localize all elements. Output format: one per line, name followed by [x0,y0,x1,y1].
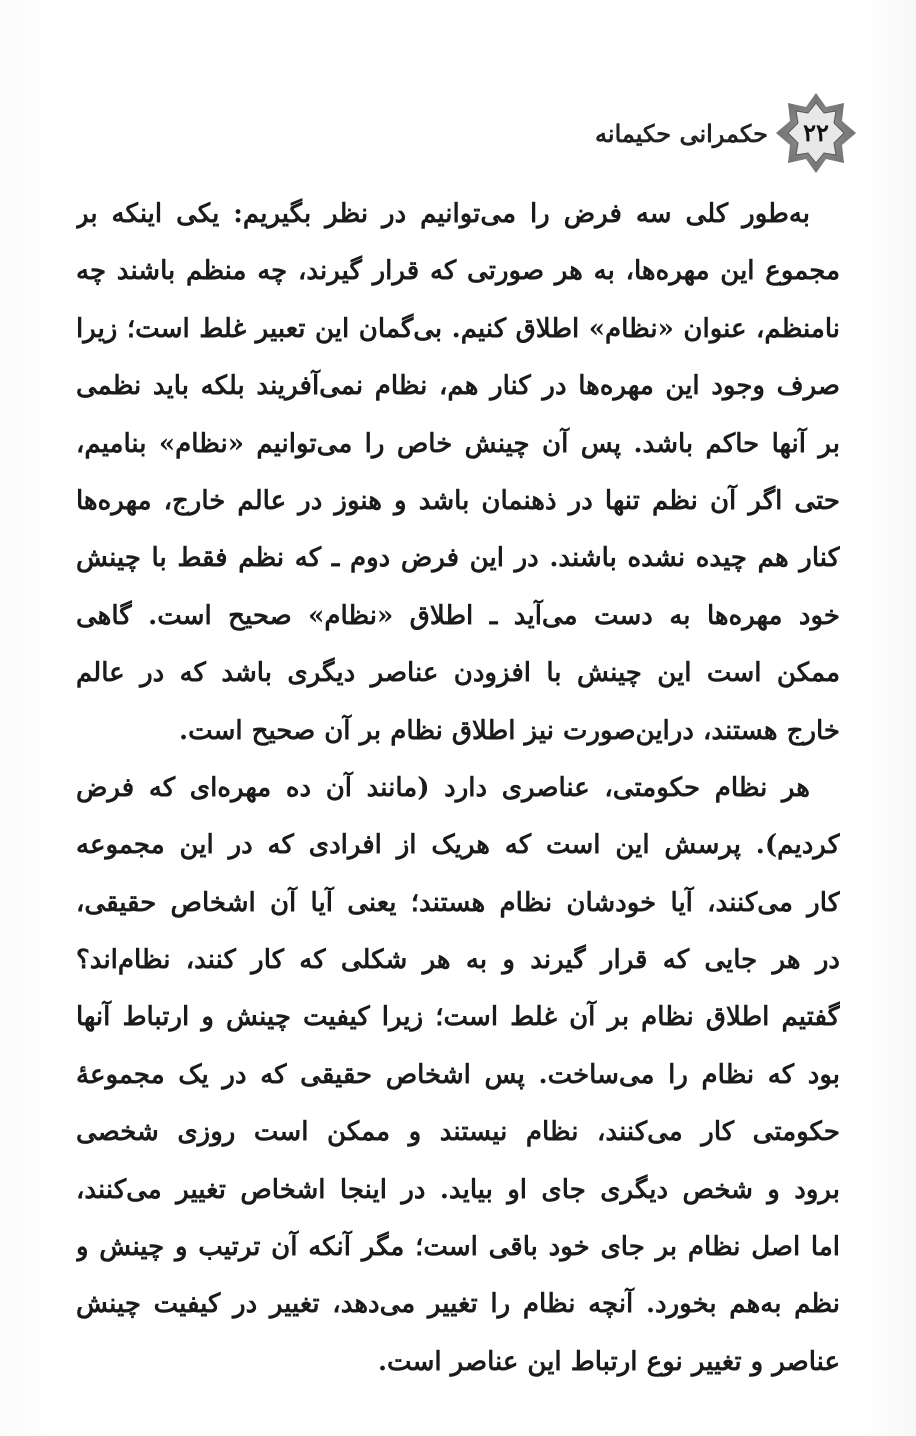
text-line: مجموع این مهره‌ها، به هر صورتی که قرار گیرند، چه منظم باشند چه [76,256,840,287]
text-line: اما اصل نظام بر جای خود باقی است؛ مگر آنکه آن ترتیب و چینش و [76,1232,840,1263]
page-number-badge [774,91,858,175]
text-line: گفتیم اطلاق نظام بر آن غلط است؛ زیرا کیفیت چینش و ارتباط آنها [76,1002,840,1033]
text-line: بر آنها حاکم باشد. پس آن چینش خاص را می‌توانیم «نظام» بنامیم، [76,428,840,459]
text-line: نظم به‌هم بخورد. آنچه نظام را تغییر می‌دهد، تغییر در کیفیت چینش [76,1289,840,1320]
paragraph-1 [76,186,840,760]
text-line: در هر جایی که قرار گیرند و به هر شکلی که کار کنند، نظام‌اند؟ [76,945,840,976]
text-line: کنار هم چیده نشده باشند. در این فرض دوم ـ که نظم فقط با چینش [76,543,840,574]
text-line: کار می‌کنند، آیا خودشان نظام هستند؛ یعنی آیا آن اشخاص حقیقی، [76,887,840,918]
text-line: برود و شخص دیگری جای او بیاید. در اینجا اشخاص تغییر می‌کنند، [76,1174,840,1205]
running-title: حکمرانی حکیمانه [595,118,768,148]
text-line: بود که نظام را می‌ساخت. پس اشخاص حقیقی که در یک مجموعۀ [76,1059,840,1090]
text-line: نامنظم، عنوان «نظام» اطلاق کنیم. بی‌گمان این تعبیر غلط است؛ زیرا [76,313,840,344]
text-line: هر نظام حکومتی، عناصری دارد (مانند آن ده مهره‌ای که فرض [76,772,810,803]
page-number: ۲۲ [803,118,829,147]
text-line: به‌طور کلی سه فرض را می‌توانیم در نظر بگیریم: یکی اینکه بر [76,199,810,229]
body-text [76,186,840,1391]
text-line: حتی اگر آن نظم تنها در ذهنمان باشد و هنوز در عالم خارج، مهره‌ها [76,485,840,516]
text-line: کردیم). پرسش این است که هریک از افرادی که در این مجموعه [76,830,840,861]
paragraph-2 [76,760,840,1391]
text-line: عناصر و تغییر نوع ارتباط این عناصر است. [378,1346,840,1377]
text-line: حکومتی کار می‌کنند، نظام نیستند و ممکن است روزی شخصی [76,1117,840,1148]
text-line: خارج هستند، دراین‌صورت نیز اطلاق نظام بر آن صحیح است. [179,715,840,746]
text-line: خود مهره‌ها به دست می‌آید ـ اطلاق «نظام» صحیح است. گاهی [76,600,840,631]
page-header [595,88,858,178]
text-line: ممکن است این چینش با افزودن عناصر دیگری باشد که در عالم [76,658,840,689]
text-line: صرف وجود این مهره‌ها در کنار هم، نظام نمی‌آفریند بلکه باید نظمی [76,371,840,402]
